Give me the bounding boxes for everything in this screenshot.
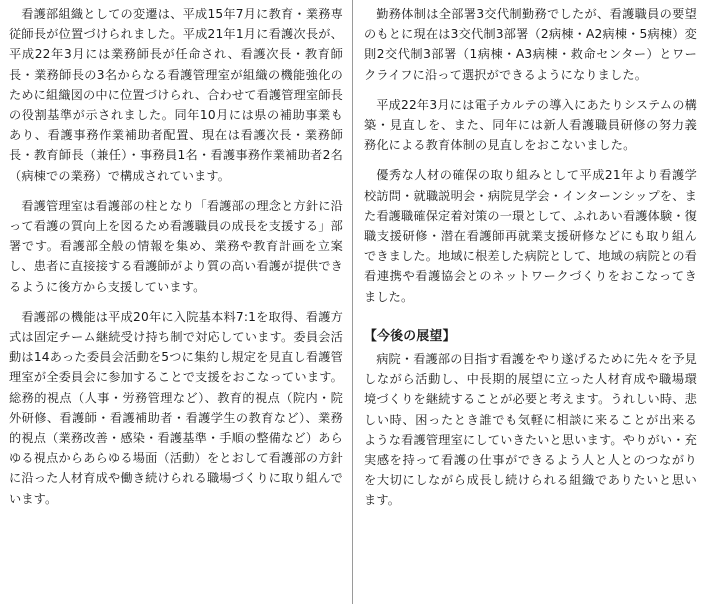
column-divider xyxy=(352,0,353,604)
paragraph-nursing-functions: 看護部の機能は平成20年に入院基本料7:1を取得、看護方式は固定チーム継続受け持ち制で対応しています。委員会活動は14あった委員会活動を5つに集約し規定を見直し看護管理室が全委員会に参加することで支援をおこなっています。総務的視点（人事・労務管理など）、教育的視点（院内・院外研修、看護師・看護補助者・看護学生の教育など）、業務的視点（業務改善・感染・看護基準・手順の整備など）あらゆる視点からあらゆる場面（活動）をとおして看護部の方針に沿った人材育成や働き続けられる職場づくりに取り組んでいます。 xyxy=(9,309,343,506)
paragraph-nursing-org-history: 看護部組織としての変遷は、平成15年7月に教育・業務専従師長が位置づけられました。平成21年1月に看護次長が、平成22年3月には業務師長が任命され、看護次長・教育師長・業務師長の3名からなる看護管理室が組織の機能強化のために組織図の中に位置づけられ、合わせて看護管理室師長の役割基準が示されました。同年10月には県の補助事業もあり、看護事務作業補助者配置、現在は看護次長・業務師長・教育師長（兼任）・事務員1名・看護事務作業補助者2名（病棟での業務）で構成されています。 xyxy=(9,7,343,183)
paragraph-electronic-records: 平成22年3月には電子カルテの導入にあたりシステムの構築・見直しを、また、同年には新人看護職員研修の努力義務化による教育体制の見直しをおこないました。 xyxy=(364,97,697,153)
section-heading-future-outlook: 【今後の展望】 xyxy=(364,328,456,344)
left-column xyxy=(9,4,343,519)
paragraph-future-outlook: 病院・看護部の目指す看護をやり遂げるために先々を予見しながら活動し、中長期的展望に立った人材育成や職場環境づくりを継続することが必要と考えます。うれしい時、悲しい時、困ったとき誰でも気軽に相談に来ることが出来るような看護管理室にしていきたいと思います。やりがい・充実感を持って看護の仕事ができるよう人と人とのつながりを大切にしながら成長し続けられる組織でありたいと思います。 xyxy=(364,352,697,508)
paragraph-recruitment: 優秀な人材の確保の取り組みとして平成21年より看護学校訪問・就職説明会・病院見学会・インターンシップを、また看護職確保定着対策の一環として、ふれあい看護体験・復職支援研修・潜在看護師再就業支援研修などにも取り組んできました。地域に根差した病院として、地域の病院との看看連携や看護協会とのネットワークづくりをおこなってきました。 xyxy=(364,168,697,304)
right-column xyxy=(364,4,697,521)
paragraph-management-office-role: 看護管理室は看護部の柱となり「看護部の理念と方針に沿って看護の質向上を図るため看護職員の成長を支援する」部署です。看護部全般の情報を集め、業務や教育計画を立案し、患者に直接接する看護師がより質の高い看護が提供できるように後方から支援しています。 xyxy=(9,198,343,294)
paragraph-shift-system: 勤務体制は全部署3交代制勤務でしたが、看護職員の要望のもとに現在は3交代制3部署（2病棟・A2病棟・5病棟）変則2交代制3部署（1病棟・A3病棟・救命センター）とワークライフに沿って選択ができるようになりました。 xyxy=(364,7,697,82)
